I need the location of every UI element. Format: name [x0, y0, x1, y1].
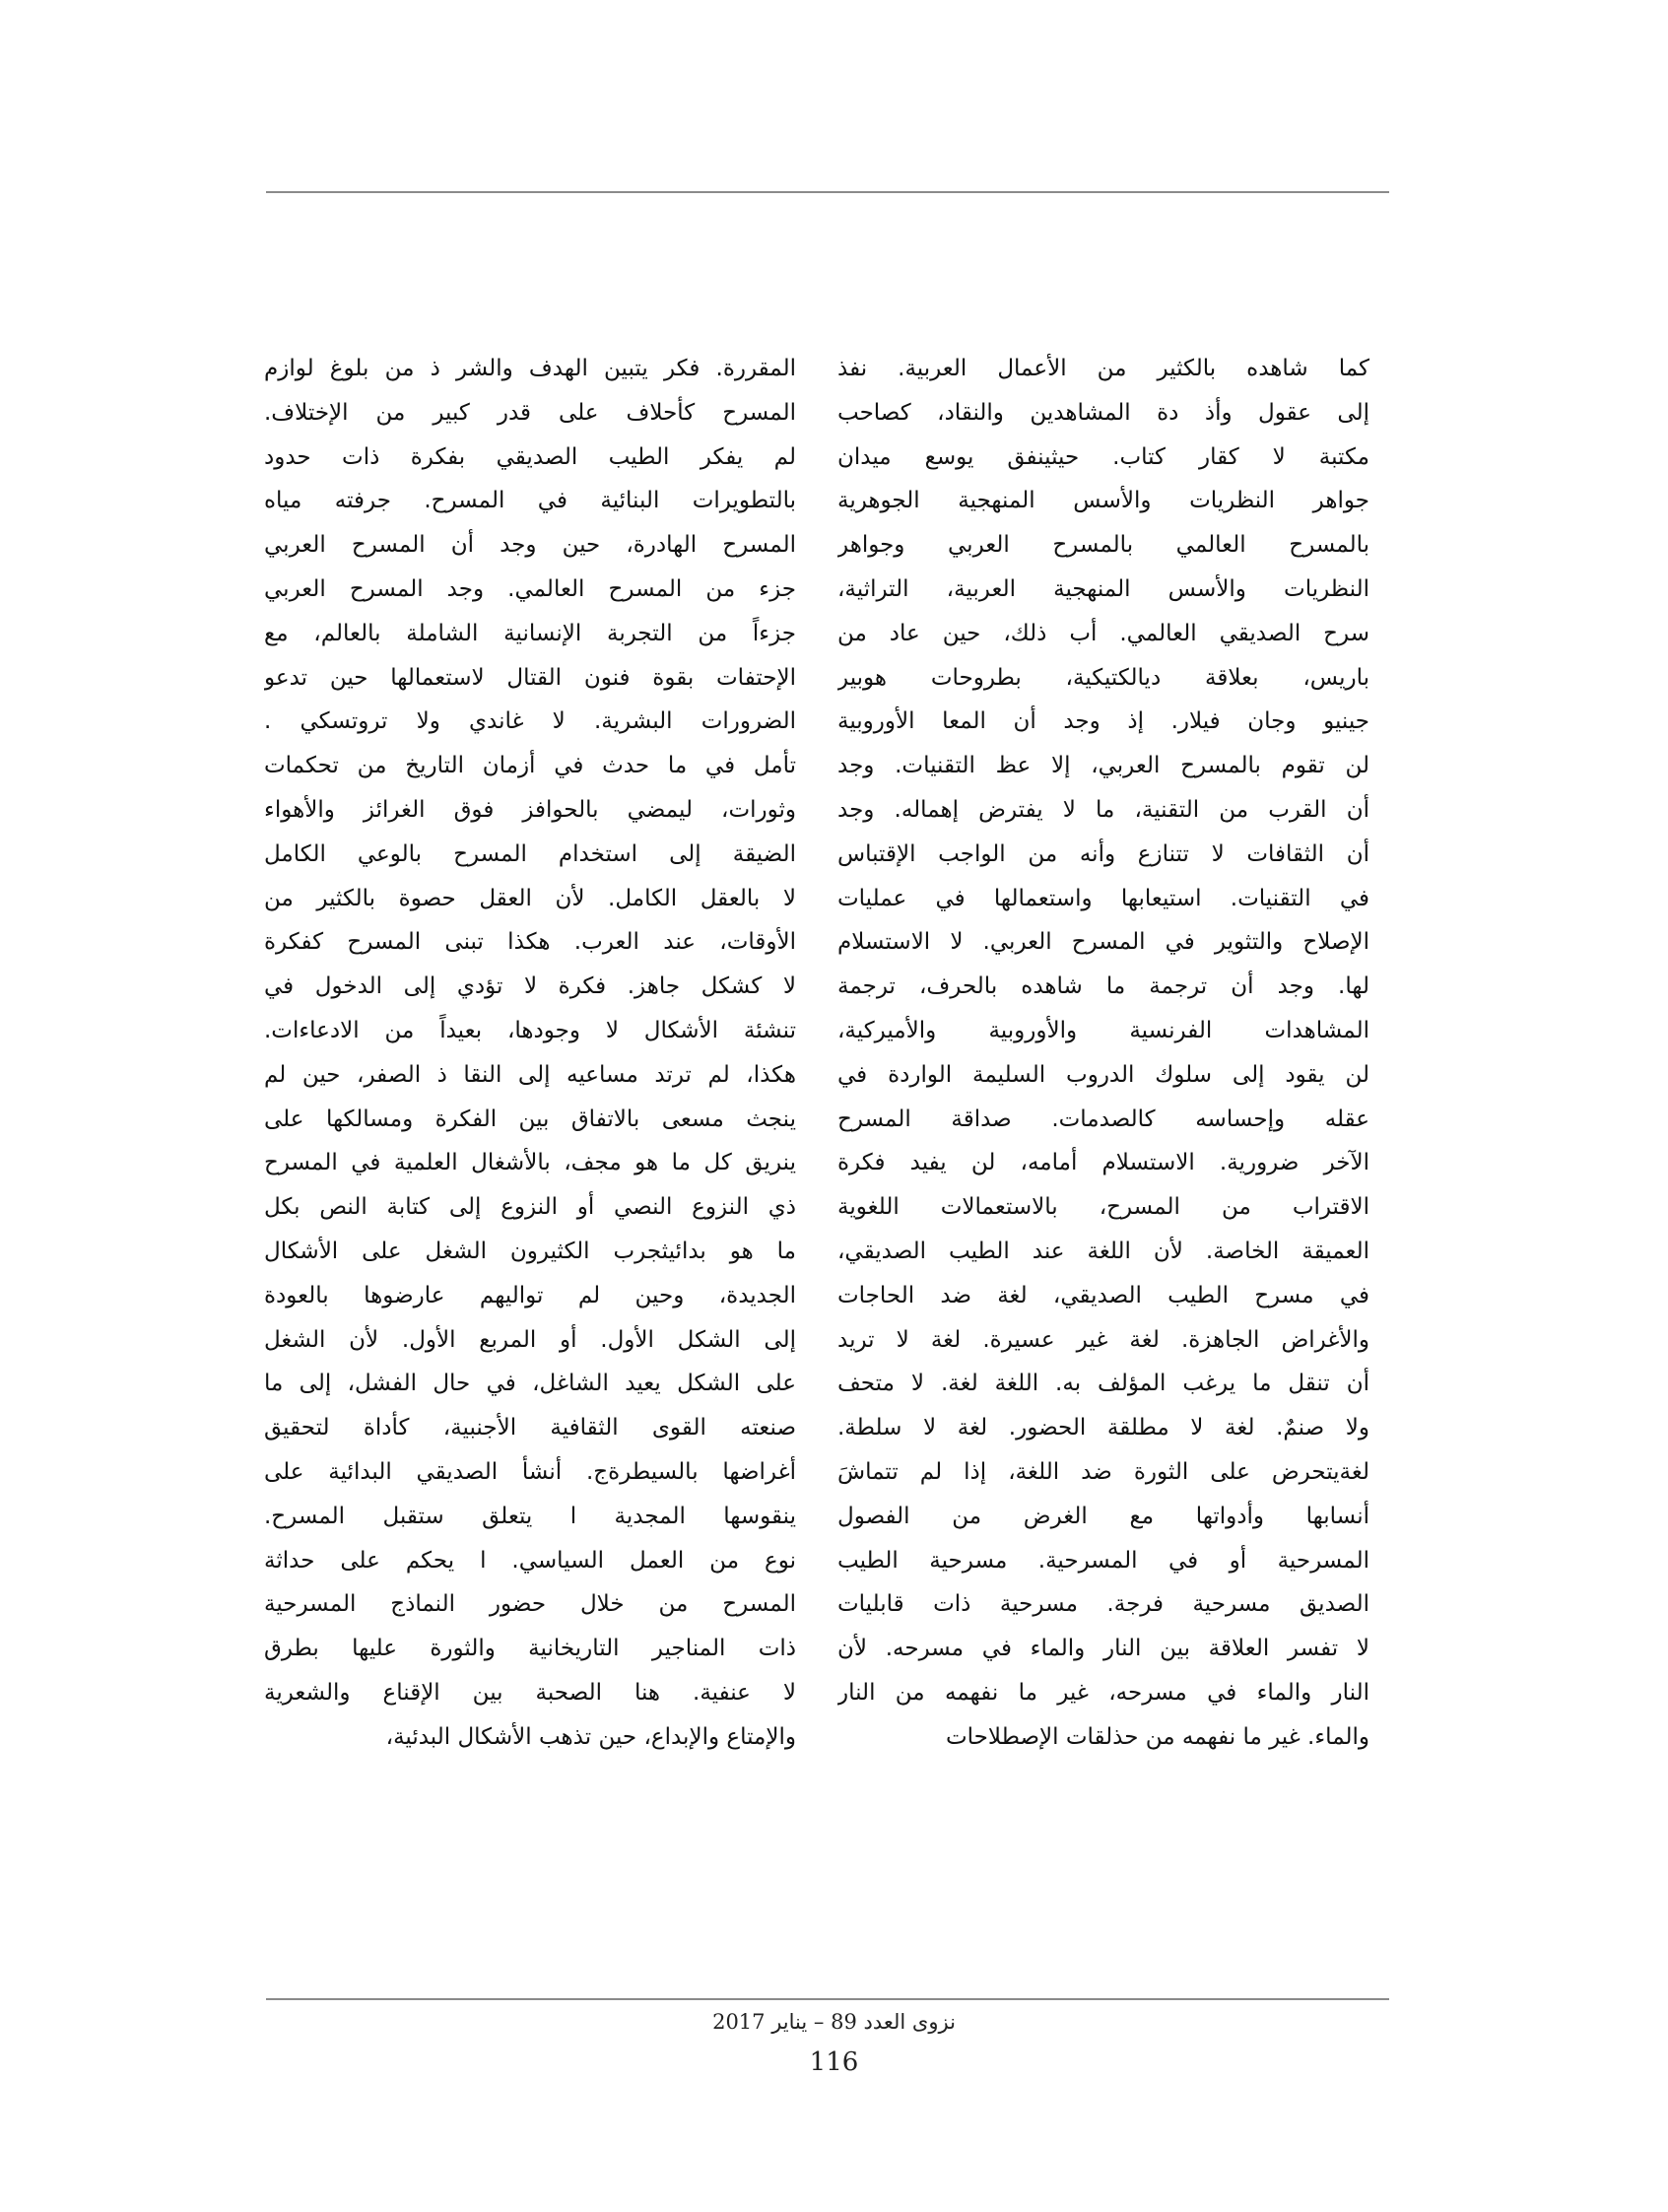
text-line: سرح الصديقي العالمي. أب ذلك، حين عاد من [837, 620, 1369, 646]
text-line: في مسرح الطيب الصديقي، لغة ضد الحاجات [837, 1282, 1369, 1308]
text-line: العميقة الخاصة. لأن اللغة عند الطيب الصديقي، [837, 1238, 1369, 1264]
right-text-column [837, 347, 1369, 1760]
text-line: المسرح من خلال حضور النماذج المسرحية [264, 1591, 796, 1618]
text-line: أن الثقافات لا تتنازع وأنه من الواجب الإقتباس [837, 840, 1369, 867]
text-line: الجديدة، وحين لم تواليهم عارضوها بالعودة [264, 1282, 796, 1308]
text-line: ذات المناجير التاريخانية والثورة عليها بطرق [264, 1636, 796, 1662]
text-line: ولا صنمٌ. لغة لا مطلقة الحضور. لغة لا سلطة. [837, 1415, 1369, 1441]
text-line: أن القرب من التقنية، ما لا يفترض إهماله. وجد [837, 796, 1369, 823]
text-line: الأوقات، عند العرب. هكذا تبنى المسرح كفكرة [264, 929, 796, 956]
text-line: صنعته القوى الثقافية الأجنبية، كأداة لتحقيق [264, 1415, 796, 1441]
text-line: بالمسرح العالمي بالمسرح العربي وجواهر [837, 532, 1369, 559]
text-line: النظريات والأسس المنهجية العربية، التراثية، [837, 575, 1369, 602]
text-line: تنشئة الأشكال لا وجودها، بعيداً من الادعاءات. [264, 1017, 796, 1043]
text-line: لها. وجد أن ترجمة ما شاهده بالحرف، ترجمة [837, 973, 1369, 1000]
text-line: جواهر النظريات والأسس المنهجية الجوهرية [837, 488, 1369, 514]
page-number: 116 [809, 2047, 859, 2077]
text-line: الضرورات البشرية. لا غاندي ولا تروتسكي . [264, 708, 796, 735]
text-line: الآخر ضرورية. الاستسلام أمامه، لن يفيد فكرة [837, 1150, 1369, 1176]
text-line: لغةيتحرض على الثورة ضد اللغة، إذا لم تتماشَ [837, 1458, 1369, 1485]
text-line: إلى الشكل الأول. أو المربع الأول. لأن الشغل [264, 1326, 796, 1353]
text-line: باريس، بعلاقة ديالكتيكية، بطروحات هوبير [837, 664, 1369, 691]
text-line: أن تنقل ما يرغب المؤلف به. اللغة لغة. لا متحف [837, 1371, 1369, 1397]
text-line: المقررة. فكر يتبين الهدف والشر ذ من بلوغ لوازم [264, 356, 796, 381]
text-line: ينريق كل ما هو مجف، بالأشغال العلمية في المسرح [264, 1150, 796, 1176]
text-line: ذي النزوع النصي أو النزوع إلى كتابة النص بكل [264, 1194, 796, 1221]
text-line: والماء. غير ما نفهمه من حذلقات الإصطلاحات [946, 1723, 1369, 1750]
text-line: هكذا، لم ترتد مساعيه إلى النقا ذ الصفر، حين لم [264, 1061, 796, 1088]
footer-issue-line: نزوى العدد 89 – يناير 2017 [712, 2010, 956, 2034]
text-line: المسرح الهادرة، حين وجد أن المسرح العربي [264, 532, 796, 559]
text-line: لن يقود إلى سلوك الدروب السليمة الواردة في [837, 1061, 1369, 1088]
text-line: الضيقة إلى استخدام المسرح بالوعي الكامل [264, 840, 796, 867]
text-line: المشاهدات الفرنسية والأوروبية والأميركية، [837, 1017, 1369, 1043]
text-line: لا كشكل جاهز. فكرة لا تؤدي إلى الدخول في [264, 973, 796, 1000]
left-text-column [264, 347, 796, 1760]
text-line: مكتبة لا كقار كتاب. حيثينفق يوسع ميدان [837, 443, 1369, 470]
text-line: الإصلاح والتثوير في المسرح العربي. لا الاستسلام [837, 929, 1369, 956]
text-line: تأمل في ما حدث في أزمان التاريخ من تحكمات [264, 753, 796, 779]
text-line: عقله وإحساسه كالصدمات. صداقة المسرح [837, 1106, 1369, 1132]
text-line: لم يفكر الطيب الصديقي بفكرة ذات حدود [264, 443, 796, 470]
text-line: جينيو وجان فيلار. إذ وجد أن المعا الأوروبية [837, 708, 1369, 735]
text-line: جزءاً من التجربة الإنسانية الشاملة بالعالم، مع [264, 620, 796, 646]
text-line: الاقتراب من المسرح، بالاستعمالات اللغوية [837, 1194, 1369, 1221]
text-line: جزء من المسرح العالمي. وجد المسرح العربي [264, 575, 796, 602]
text-line: إلى عقول وأذ دة المشاهدين والنقاد، كصاحب [837, 399, 1369, 426]
text-line: الصديق مسرحية فرجة. مسرحية ذات قابليات [837, 1591, 1369, 1618]
bottom-rule [266, 1998, 1389, 2000]
text-line: المسرحية أو في المسرحية. مسرحية الطيب [837, 1547, 1369, 1574]
text-line: أغراضها بالسيطرةج. أنشأ الصديقي البدائية على [264, 1458, 796, 1485]
text-line: أنسابها وأدواتها مع الغرض من الفصول [837, 1503, 1369, 1529]
text-line: ينجث مسعى بالاتفاق بين الفكرة ومسالكها على [264, 1106, 796, 1132]
text-line: وثورات، ليمضي بالحوافز فوق الغرائز والأهواء [264, 796, 796, 823]
text-line: المسرح كأحلاف على قدر كبير من الإختلاف. [264, 399, 796, 426]
text-line: والإمتاع والإبداع، حين تذهب الأشكال البدئية، [385, 1723, 796, 1750]
text-line: نوع من العمل السياسي. ا يحكم على حداثة [264, 1547, 796, 1574]
text-line: لا عنفية. هنا الصحبة بين الإقناع والشعرية [264, 1679, 796, 1706]
text-line: على الشكل يعيد الشاغل، في حال الفشل، إلى ما [264, 1371, 796, 1397]
text-line: كما شاهده بالكثير من الأعمال العربية. نفذ [837, 356, 1369, 381]
text-line: ينقوسها المجدية ا يتعلق ستقبل المسرح. [264, 1503, 796, 1529]
text-line: النار والماء في مسرحه، غير ما نفهمه من النار [837, 1679, 1369, 1706]
text-line: لن تقوم بالمسرح العربي، إلا عظ التقنيات. وجد [837, 753, 1369, 779]
text-line: والأغراض الجاهزة. لغة غير عسيرة. لغة لا تريد [837, 1326, 1369, 1353]
text-line: لا بالعقل الكامل. لأن العقل حصوة بالكثير من [264, 885, 796, 911]
text-line: لا تفسر العلاقة بين النار والماء في مسرحه. لأن [837, 1636, 1369, 1662]
text-line: بالتطويرات البنائية في المسرح. جرفته مياه [264, 488, 796, 514]
text-line: ما هو بدائيثجرب الكثيرون الشغل على الأشكال [264, 1238, 796, 1264]
text-line: في التقنيات. استيعابها واستعمالها في عمليات [837, 885, 1369, 911]
text-line: الإحتفات بقوة فنون القتال لاستعمالها حين تدعو [264, 664, 796, 691]
top-rule [266, 191, 1389, 193]
